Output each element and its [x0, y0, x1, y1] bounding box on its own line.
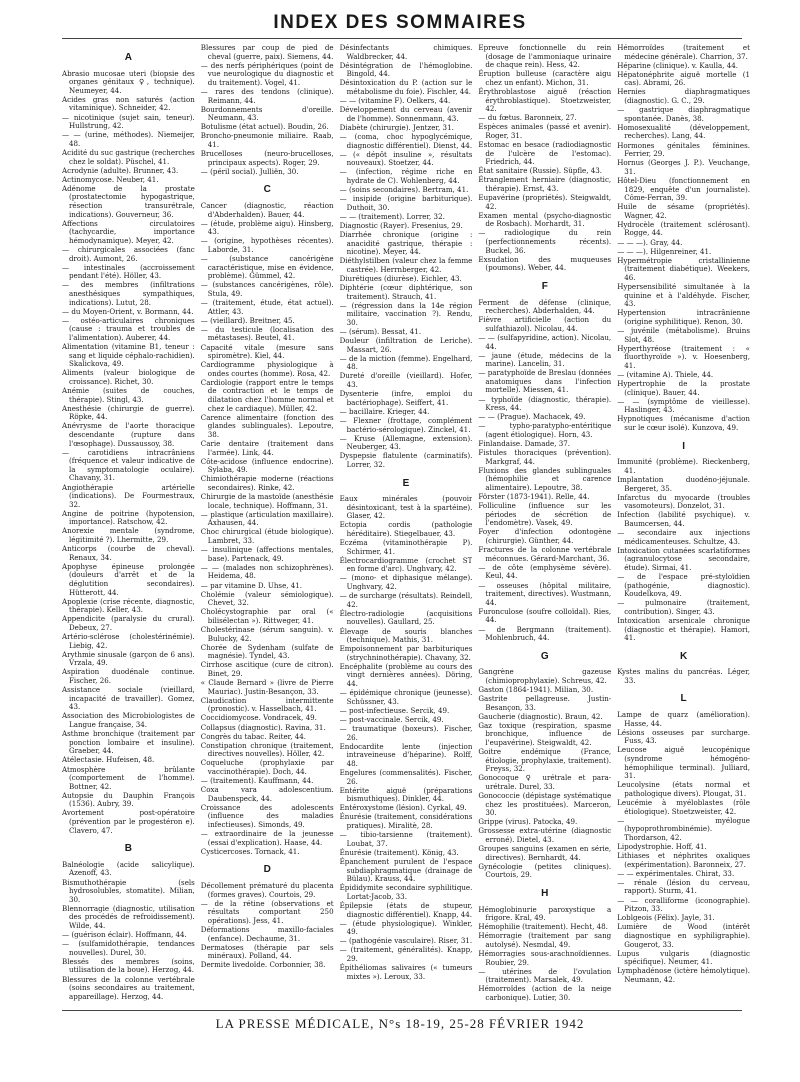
index-entry: — du testicule (localisation des métastases). Beutel, 41. — [200, 324, 334, 343]
index-entry: Épithéliomas salivaires (« tumeurs mixtes »). Leroux, 33. — [339, 963, 473, 981]
index-entry: — secondaire aux injections médicamenteuses. Schultze, 43. — [617, 527, 750, 546]
index-entry: Actinomycose. Neuber, 41. — [62, 174, 159, 184]
index-entry: — de Bergmann (traitement). Mohlenbruch, 44. — [478, 624, 612, 643]
index-entry: — — (malades non schizophrènes). Heidema, 48. — [200, 562, 334, 581]
index-entry: — (substances cancérigènes, rôle). Stula, 49. — [200, 280, 334, 298]
index-entry: Diéthylstilben (valeur chez la femme castrée). Herrnberger, 42. — [339, 256, 473, 274]
index-entry: — épidémique chronique (jeunesse). Schüssner, 43. — [339, 688, 473, 706]
index-entry: Hydrocèle (traitement sclérosant). Rogge, 44. — [617, 219, 750, 238]
index-entry: Coqueluche (prophylaxie par vaccinothérapie). Doch, 44. — [200, 758, 334, 776]
index-entry: — (traitement, étude, état actuel). Attler, 43. — [200, 298, 334, 316]
index-entry: Assistance sociale (vieillard, incapacité de travailler). Gomez, 43. — [62, 685, 195, 712]
index-entry: — (sérum). Bessat, 41. — [339, 327, 422, 336]
index-entry: Gonococcie (dépistage systématique chez les prostituées). Marceron, 30. — [478, 791, 612, 818]
index-entry: Leucémie à myéloblastes (rôle étiologique). Stoetzweister, 42. — [617, 798, 750, 816]
index-entry: Abrasio mucosae uteri (biopsie des organes génitaux ♀, technique). Neumeyer, 44. — [62, 68, 195, 95]
index-entry: Carie dentaire (traitement dans l'armée). Link, 44. — [200, 439, 334, 457]
top-rule — [62, 38, 742, 39]
index-entry: Chimiothérapie moderne (réactions secondaires). Rinke, 42. — [200, 474, 334, 492]
index-entry: — — (sulfapyridine, action). Nicolau, 44. — [478, 332, 612, 351]
index-entry: Apophyse épineuse prolongée (douleurs d'arrêt et de la déglutition secondaires). Hütterott, 44. — [62, 561, 195, 597]
index-entry: Cardiogramme physiologique à ondes courtes (homme). Rosa, 42. — [200, 360, 334, 378]
index-entry: — du Moyen-Orient, v. Bormann, 44. — [62, 306, 194, 316]
index-entry: Asthme bronchique (traitement par ponction lombaire et insuline). Graeber, 44. — [62, 729, 195, 756]
index-entry: Collapsus (diagnostic). Ravina, 31. — [200, 722, 326, 732]
index-entry: Artério-sclérose (cholestérinémie). Liebig, 42. — [62, 632, 195, 650]
index-entry: Association des Microbiologistes de Langue française, 34. — [62, 711, 195, 730]
column-3 — [340, 44, 473, 1004]
index-entry: Carence alimentaire (fonction des glandes sublinguales). Lepoutre, 38. — [200, 412, 334, 439]
index-entry: — myélogue (hypoprothrombinémie). Thordarson, 42. — [617, 815, 750, 842]
index-entry: Immunité (problème). Rieckenberg, 41. — [617, 457, 750, 475]
index-entry: Finlandaise. Damade, 37. — [478, 439, 571, 449]
index-entry: Broncho-pneumonie miliaire. Raab, 41. — [200, 131, 334, 150]
index-entry: Angine de poitrine (hypotension, importance). Ratschow, 42. — [62, 508, 195, 527]
index-entry: — (régression dans la 14e région militaire, vaccination ?). Rendu, 30. — [339, 300, 473, 327]
index-entry: Fractures de la colonne vertébrale méconnues. Gérard-Marchant, 36. — [478, 545, 612, 563]
index-entry: Eupavérine (propriétés). Steigwaldt, 42. — [478, 193, 612, 211]
section-letter: L — [680, 693, 687, 705]
index-entry: — de surcharge (résultats). Reindell, 42. — [339, 591, 473, 609]
index-entry: — (traitement). Kauffmann, 44. — [200, 776, 314, 786]
index-entry: Furonculose (soufre colloïdal). Ries, 44. — [478, 606, 612, 625]
index-entry: Chorée de Sydenham (sulfate de magnésie). Tyndel, 43. — [200, 642, 334, 661]
index-entry: Kystes malins du pancréas. Léger, 33. — [617, 667, 750, 685]
index-entry: Blessures par coup de pied de cheval (guerre, paix). Siemens, 44. — [200, 44, 334, 61]
index-entry: Diurétiques (diurèse). Eichler, 43. — [339, 273, 462, 283]
index-entry: Diarrhée chronique (origine : anacidité gastrique, thérapie : nicotine). Meyer, 44. — [339, 229, 473, 257]
index-entry: Cholécystographie par oral (« bilisélectan »). Rittweger, 41. — [200, 607, 334, 625]
index-entry: — (traitement, généralités). Knapp, 29. — [339, 945, 473, 963]
index-entry: — Kruse (Allemagne, extension). Neuberger, 43. — [339, 433, 473, 452]
index-entry: — (origine, hypothèses récentes). Laborde, 31. — [200, 236, 334, 254]
index-entry: Affections circulatoires (tachycardie, importance hémodynamique). Meyer, 42. — [62, 218, 195, 245]
index-entry: Éruption bulleuse (caractère aigu chez un enfant). Michon, 31. — [478, 69, 612, 87]
index-entry: Lithiases et néphrites oxaliques (expérimentation). Baronneix, 27. — [617, 851, 750, 869]
index-entry: Bismuthothérapie (sels hydrosolubles, stomatite). Milian, 30. — [62, 877, 195, 904]
index-entry: — juvénile (métabolisme). Bruins Slot, 48. — [617, 326, 750, 344]
page-title: INDEX DES SOMMAIRES — [273, 12, 527, 33]
index-entry: Coxa vara adolescentium. Daubenspeck, 44. — [200, 785, 334, 803]
index-entry: — ostéo-articulaires chroniques (cause : trauma et troubles de l'alimentation). Auberer, 44. — [62, 315, 195, 342]
index-entry: Acides gras non saturés (action vitaminique). Schneider, 42. — [62, 94, 195, 113]
index-entry: — (« dépôt insuline », résultats nouveaux). Stoetzer, 44. — [339, 149, 473, 168]
index-entry: Engelures (commensalités). Fischer, 26. — [339, 768, 473, 786]
index-entry: Capacité vitale (mesure sans spiromètre). Kiel, 44. — [200, 342, 334, 361]
index-entry: Anévrysme de l'aorte thoracique descendante (rupture dans l'œsophage). Dussaussoy, 38. — [62, 421, 195, 448]
index-entry: Épilepsie (états de stupeur, diagnostic différentiel). Knapp, 44. — [339, 900, 473, 919]
index-entry: Espèces animales (passé et avenir). Roger, 31. — [478, 122, 612, 140]
index-entry: Épididymite secondaire syphilitique. Lortat-Jacob, 33. — [339, 883, 473, 901]
index-entry: Chirurgie de la mastoïde (anesthésie locale, technique). Hoffmann, 31. — [200, 492, 334, 510]
index-entry: Hémoglobinurie paroxystique a frigore. Kral, 49. — [478, 904, 612, 923]
index-entry: Gaston (1864-1941). Milian, 30. — [478, 684, 594, 694]
index-entry: Ectopia cordis (pathologie héréditaire). Stiegelbauer, 43. — [339, 520, 473, 538]
index-entry: — (substance cancérigène caractéristique, mise en évidence, problème). Gümmel, 42. — [200, 254, 334, 281]
index-entry: Leucose aiguë leucopénique (syndrome hémogénо-hémophilique terminal). Julliard, 31. — [617, 745, 750, 781]
index-entry: — (soins secondaires). Bertram, 41. — [339, 185, 469, 194]
section-letter: B — [124, 843, 133, 855]
section-letter: C — [263, 184, 271, 196]
index-entry: Autopsie du Dauphin François (1536). Aubry, 39. — [62, 790, 195, 809]
index-entry: — (mono- et diphasique mélange). Unghvary, 42. — [339, 573, 473, 592]
index-entry: « Claude Bernard » (livre de Pierre Mauriac). Justin-Besançon, 33. — [200, 678, 334, 696]
index-entry: Aspiration duodénale continue. Fischer, 26. — [62, 667, 195, 686]
index-entry: Héparine (clinique). v. Kaulla, 44. — [617, 60, 739, 70]
index-entry: Épanchement purulent de l'espace subdiaphragmatique (drainage de Bülau). Krauss, 44. — [339, 856, 473, 884]
index-entry: Acrodynie (adulte). Brunner, 43. — [62, 165, 179, 175]
index-entry: — (étude physiologique). Winkler, 49. — [339, 918, 473, 937]
index-entry: — nicotinique (sujet sain, teneur). Hullstrung, 42. — [62, 112, 195, 131]
index-entry: Étranglement herniaire (diagnostic, thérapie). Ernst, 43. — [478, 175, 612, 193]
index-entry: — — (vitamine F). Oelkers, 44. — [339, 96, 451, 106]
index-entry: Blennorragie (diagnostic, utilisation des procédés de refroidissement). Wilde, 44. — [62, 903, 195, 930]
index-entry: Aliments (valeur biologique de croissance). Richet, 30. — [62, 368, 195, 386]
index-entry: Gonocoque ♀ urétrale et para-urétrale. Durel, 33. — [478, 773, 612, 791]
index-entry: — extraordinaire de la jeunesse (essai d'explication). Haase, 44. — [200, 829, 334, 847]
column-5 — [617, 44, 750, 1004]
section-letter: A — [124, 52, 133, 63]
index-entry: Blessures de la colonne vertébrale (soins secondaires au traitement, appareillage). Herzog, 44. — [62, 974, 195, 1001]
index-entry: Hépatonéphrite aiguë mortelle (1 cas). Abrami, 26. — [617, 69, 750, 88]
index-entry: — (coma, choc hypoglycémique, diagnostic différentiel). Dienst, 44. — [339, 131, 473, 150]
index-entry: — radiologique du rein (perfectionnements récents). Buckel, 36. — [478, 228, 612, 255]
index-entry: Balnéologie (acide salicylique). Azenoff, 43. — [62, 859, 195, 878]
section-letter: I — [682, 440, 685, 452]
index-entry: Hornus (Georges J. P.). Veuchange, 31. — [617, 158, 750, 176]
index-entry: Exsudation des muqueuses (poumons). Weber, 44. — [478, 254, 612, 273]
index-entry: Folliculine (influence sur les périodes de sécrétion de l'endomètre). Vasek, 49. — [478, 501, 612, 528]
index-entry: Avortement post-opératoire (prévention par le progestéron e). Clavero, 47. — [62, 808, 195, 835]
index-entry: — de côte (emphysème sévère). Keul, 44. — [478, 562, 612, 581]
index-entry: Grossesse extra-utérine (diagnostic erroné). Dietel, 43. — [478, 826, 612, 845]
index-entry: Appendicite (paralysie du crural). Debeux, 27. — [62, 614, 195, 632]
index-entry: — (étude, problème aigu). Hinsberg, 43. — [200, 218, 334, 237]
index-entry: Hémorroïdes (traitement et médecine générale). Charrion, 37. — [617, 44, 750, 61]
index-entry: Adénome de la prostate (prostatectomie hypogastrique, résection transurétrale, indications). Gouverneur, 36. — [62, 183, 195, 219]
index-entry: — jaune (étude, médecins de la marine). Lancelin, 31. — [478, 350, 612, 369]
index-entry: — des nerfs périphériques (point de vue neurologique du diagnostic et du traitement). Vogel, 41. — [200, 60, 334, 87]
index-entry: Dermatoses (thérapie par sels minéraux). Polland, 44. — [200, 942, 334, 961]
index-entry: Hypersensibilité simultanée à la quinine et à l'aldéhyde. Fischer, 43. — [617, 282, 750, 309]
index-entry: — typho-paratypho-entéritique (agent étiologique). Horn, 43. — [478, 421, 612, 439]
index-entry: — pulmonaire (traitement, contribution). Singer, 43. — [617, 598, 750, 616]
index-entry: Désintoxication du P. (action sur le métabolisme du foie). Fischler, 44. — [339, 78, 473, 96]
index-entry: Lupus vulgaris (diagnostic spécifique). Neumer, 41. — [617, 948, 750, 967]
index-entry: Hémorragies sous-arachnoïdiennes. Roubier, 29. — [478, 949, 612, 967]
index-entry: Gastrite pellagreuse. Justin-Besançon, 33. — [478, 694, 612, 712]
index-entry: Foyer d'infection odontogène (chirurgie). Günther, 44. — [478, 527, 612, 546]
index-columns — [62, 44, 750, 1004]
index-entry: Hormones génitales féminines. Ferrier, 29. — [617, 140, 750, 159]
index-entry: — (sulfamidothérapie, tendances nouvelles). Durel, 30. — [62, 939, 195, 957]
index-entry: — des membres (infiltrations anesthésiques sympathiques, indications). Lutut, 28. — [62, 280, 195, 307]
index-entry: — — (symptôme de vieillesse). Haslinger, 43. — [617, 396, 750, 415]
index-entry: — rares des tendons (clinique). Reimann, 44. — [200, 86, 334, 105]
index-entry: Énurésie (traitement, considérations pratiques). Miralitè, 28. — [339, 812, 473, 831]
index-entry: — de la rétine (observations et résultats comportant 250 opérations). Jess, 41. — [200, 898, 334, 925]
index-entry: Hôtel-Dieu (fonctionnement en 1829, enquête d'un journaliste). Côme-Ferran, 39. — [617, 175, 750, 203]
index-entry: Diabète (chirurgie). Jentzer, 31. — [339, 122, 454, 132]
index-entry: — par vitamine D. Uhse, 41. — [200, 580, 303, 590]
index-entry: — — expérimentales. Chirat, 33. — [617, 868, 735, 878]
index-entry: Hypnotiques (mécanisme d'action sur le cœur isolé). Kunzova, 49. — [617, 414, 750, 433]
index-entry: Apoplexie (crise récente, diagnostic, thérapie). Keller, 43. — [62, 596, 195, 615]
bottom-rule — [62, 1010, 742, 1011]
index-entry: — traumatique (boxeurs). Fischer, 26. — [339, 724, 473, 742]
index-entry: — typhoïde (diagnostic, thérapie). Kress, 44. — [478, 394, 612, 413]
index-entry: Hyperthyréose (traitement : « fluorthyroïde »). v. Hoesenberg, 41. — [617, 343, 750, 370]
index-entry: — tibio-tarsienne (traitement). Loubat, 37. — [339, 830, 473, 848]
index-entry: Homosexualité (développement, recherches). Lang, 44. — [617, 122, 750, 141]
index-entry: — (infection, régime riche en hydrate de C). Wohlenberg, 44. — [339, 167, 473, 185]
index-entry: — (vitamine A). Thiele, 44. — [617, 369, 714, 379]
index-entry: Entérite aiguë (préparations bismuthiques). Dinkler, 44. — [339, 785, 473, 804]
index-entry: — chirurgicales associées (fanc droit). Aumont, 26. — [62, 244, 195, 263]
index-entry: — osseuses (hôpital militaire, traitement, directives). Wustmann, 44. — [478, 580, 612, 607]
index-entry: Claudication intermittente (pronostic). v. Hasselbach, 41. — [200, 695, 334, 714]
index-entry: Cancer (diagnostic, réaction d'Abderhalden). Bauer, 44. — [200, 201, 334, 219]
index-entry: — (vieillard). Breitner, 45. — [200, 315, 295, 325]
index-entry: Brucelloses (neuro-brucelloses, principaux aspects). Roger, 29. — [200, 149, 334, 167]
index-entry: Ferment de défense (clinique, recherches). Abderhalden, 44. — [478, 297, 612, 316]
index-entry: Groupes sanguins (examen en série, directives). Bernhardt, 44. — [478, 844, 612, 862]
index-entry: Empoisonnement par barbituriques (strychninothérapie). Chavany, 32. — [339, 644, 473, 662]
index-entry: Diphtérie (cœur diphtérique, son traitement). Strauch, 41. — [339, 283, 473, 301]
index-entry: — Flexner (frottage, complément bactério-sérologique). Zinckel, 41. — [339, 415, 473, 434]
index-entry: Fistules thoraciques (prévention). Markgraf, 44. — [478, 448, 612, 466]
index-entry: Implantation duodéno-jéjunale. Bergeret, 35. — [617, 474, 750, 493]
index-entry: — carotidiens intracrâniens (fréquence et valeur indicative de la symptomatologie oculaire). Chavany, 31. — [62, 447, 195, 483]
index-entry: Atmosphère brûlante (comportement de l'homme). Bottner, 42. — [62, 764, 195, 791]
index-entry: Acidité du suc gastrique (recherches chez le soldat). Püschel, 41. — [62, 147, 195, 166]
index-entry: Hernies diaphragmatiques (diagnostic). G. C., 29. — [617, 87, 750, 106]
index-entry: Gaz toxique (respiration, spasme bronchique, influence de l'eupavérine). Steigwaldt, 42. — [478, 720, 612, 748]
index-entry: — de l'espace pré-styloïdien (pathogénie, diagnostic). Koudelkova, 49. — [617, 571, 750, 599]
index-entry: Hémorragie (traitement par sang autolysé). Nesmdal, 49. — [478, 931, 612, 949]
index-entry: Électro-radiologie (acquisitions nouvelles). Gaullard, 25. — [339, 608, 473, 627]
index-entry: — paratyphoïde de Breslau (données anatomiques dans l'infection mortelle). Miessen, 41. — [478, 368, 612, 395]
index-entry: Croissance des adolescents (influence des maladies infectieuses). Simonds, 49. — [200, 802, 334, 830]
index-entry: — — (traitement). Lorrer, 32. — [339, 211, 445, 221]
index-entry: — gastrique diaphragmatique spontanée. Danès, 38. — [617, 105, 750, 123]
index-entry: Choc chirurgical (étude biologique). Lambret, 33. — [200, 527, 334, 546]
index-entry: Bourdonnements d'oreille. Neumann, 43. — [200, 104, 334, 123]
index-entry: Cardiologie (rapport entre le temps de contraction et le temps de dilatation chez l'homme normal et chez le cardiaque). Müller, 42. — [200, 377, 334, 413]
index-entry: Dysenterie (infre, emploi du bactériophage). Seiffert, 41. — [339, 389, 473, 407]
index-entry: — insipide (origine barbiturique). Duthoit, 30. — [339, 194, 473, 212]
index-entry: Huile de sésame (propriétés). Wagner, 42. — [617, 202, 750, 220]
index-entry: Examen mental (psycho-diagnostic de Rosbach). Morhardt, 31. — [478, 210, 612, 229]
index-entry: Dureté d'oreille (vieillard). Hofer, 43. — [339, 371, 473, 390]
index-entry: Cysticercoses. Tornack, 41. — [200, 846, 300, 856]
index-entry: Lampe de quarz (amélioration). Hasse, 44. — [617, 710, 750, 728]
index-entry: Leucolysine (états normal et pathologique divers). Plougat, 31. — [617, 780, 750, 798]
index-entry: Énurésie (traitement). König, 43. — [339, 847, 459, 857]
index-entry: Décollement prématuré du placenta (formes graves). Courtois, 29. — [200, 881, 334, 899]
index-entry: Hémorroïdes (action de la neige carbonique). Lutier, 30. — [478, 984, 612, 1003]
index-entry: Congrès du tabac. Reiter, 44. — [200, 731, 307, 741]
section-letter: G — [540, 650, 549, 662]
index-entry: Cholestérinase (sérum sanguin). v. Bulucky, 42. — [200, 625, 334, 643]
index-entry: Botulisme (état actuel). Boudin, 26. — [200, 122, 329, 132]
index-entry: Blessés des membres (soins, utilisation de la boue). Herzog, 44. — [62, 956, 195, 975]
index-entry: Fluxions des glandes sublinguales (hémophilie et carence alimentaire). Lepoutre, 38. — [478, 465, 612, 492]
index-entry: — — —). Gray, 44. — [617, 237, 683, 247]
section-letter: K — [679, 650, 688, 662]
section-letter: F — [541, 280, 548, 292]
index-entry: Déformations maxillo-faciales (enfance). Dechaume, 31. — [200, 925, 334, 943]
index-entry: — rénale (lésion du cerveau, rapport). Sturm, 41. — [617, 877, 750, 896]
index-entry: Eaux minérales (pouvoir désintoxicant, test à la spartéine). Glaser, 42. — [339, 494, 473, 521]
index-entry: — post-infectieuse. Sercik, 49. — [339, 705, 450, 715]
index-entry: Cholémie (valeur sémiologique). Chevet, 32. — [200, 589, 334, 608]
column-2 — [201, 44, 334, 1004]
index-entry: Élevage de souris blanches (technique). Mathis, 31. — [339, 626, 473, 645]
index-entry: — utérines de l'ovulation (traitement). Marsalek, 49. — [478, 966, 612, 985]
index-entry: Dyspepsie flatulente (carminatifs). Lorrer, 32. — [339, 451, 473, 469]
index-entry: Diagnostic (Rayer). Fresenius, 29. — [339, 220, 463, 230]
column-4 — [478, 44, 611, 1004]
index-entry: Érythroblastose aiguë (réaction érythroblastique). Stoetzweister, 42. — [478, 86, 612, 114]
index-entry: — plastique (articulation maxillaire). Axhausen, 44. — [200, 509, 334, 528]
index-entry: Intoxication arsenicale chronique (diagnostic et thérapie). Hamori, 41. — [617, 615, 750, 643]
section-letter: E — [402, 477, 410, 489]
index-entry: — — —). Hilgenreiner, 41. — [617, 246, 712, 256]
index-entry: — intestinales (accroissement pendant l'été). Höller, 43. — [62, 262, 195, 281]
index-entry: Dermite livedoïde. Corbonnier, 38. — [200, 960, 326, 970]
index-entry: Désinfectants chimiques. Waldbrecker, 44. — [339, 44, 473, 61]
index-entry: Hypertension intracrânienne (origine syphilitique). Renon, 30. — [617, 308, 750, 326]
index-entry: Hémophilie (traitement). Hecht, 48. — [478, 922, 608, 932]
index-entry: Épreuve fonctionnelle du rein (dosage de l'ammoniaque urinaire de chaque rein). Hess, 42. — [478, 44, 612, 70]
index-entry: Lésions osseuses par surcharge. Fuss, 43. — [617, 727, 750, 746]
index-entry: Fièvre artificielle (action du sulfathiazol). Nicolau, 44. — [478, 315, 612, 333]
index-entry: Goitre endémique (France, étiologie, prophylaxie, traitement). Freyss, 32. — [478, 747, 612, 774]
index-entry: Infarctus du myocarde (troubles vasomoteurs). Donzelot, 31. — [617, 492, 750, 511]
index-entry: Anorexie mentale (syndrome, légitimité ?). Lhermitte, 29. — [62, 526, 195, 545]
index-entry: Endocardite lente (injection intraveineuse d'héparine). Rolff, 48. — [339, 741, 473, 768]
index-entry: — — (Prague). Machacek, 49. — [478, 412, 586, 422]
index-entry: Lipodystrophie. Hoff, 41. — [617, 841, 707, 851]
index-entry: — (péril social). Julliën, 30. — [200, 166, 299, 176]
index-entry: Estomac en besace (radiodiagnostic de l'ulcère de l'estomac). Friedrich, 44. — [478, 140, 612, 167]
index-entry: — — (urine, méthodes). Niemeijer, 48. — [62, 130, 195, 148]
index-entry: Förster (1873-1941). Relle, 44. — [478, 492, 590, 502]
index-entry: Désintégration de l'hémoglobine. Bingold, 44. — [339, 60, 473, 79]
index-entry: Gaucherie (diagnostic). Braun, 42. — [478, 711, 603, 721]
index-entry: Hypermétropie cristallinienne (traitement diabétique). Weekers, 46. — [617, 255, 750, 282]
index-entry: Encéphalite (problème au cours des vingt dernières années). Döring, 44. — [339, 661, 473, 689]
index-entry: Loblgeois (Félix). Jayle, 31. — [617, 913, 715, 923]
section-letter: H — [541, 888, 549, 900]
index-entry: — de la miction (femme). Engelhard, 48. — [339, 353, 473, 372]
index-entry: Atélectasie. Hufeisen, 48. — [62, 755, 155, 765]
index-entry: Douleur (infiltration de Leriche). Massart, 26. — [339, 336, 473, 354]
index-entry: Grippe (virus). Patocka, 49. — [478, 817, 578, 827]
index-entry: Intoxication cutanées scarlatiformes (agranulocytose secondaire, étude). Sirmai, 41. — [617, 545, 750, 572]
index-entry: Gangrène gazeuse (chimioprophylaxie). Schreus, 42. — [478, 667, 612, 685]
index-entry: Anticorps (courbe de cheval). Renaux, 34. — [62, 544, 195, 562]
index-entry: Anesthésie (chirurgie de guerre). Röpke, 44. — [62, 403, 195, 422]
index-entry: — du fœtus. Baronneix, 27. — [478, 113, 577, 123]
index-entry: Côte-acidose (influence endocrine). Sylaba, 49. — [200, 456, 334, 475]
column-1 — [62, 44, 195, 1004]
index-entry: — bacillaire. Krieger, 44. — [339, 406, 430, 416]
index-entry: Infection (labilité psychique). v. Baumcersen, 44. — [617, 510, 750, 528]
index-entry: Lumière de Wood (intérêt diagnostique en syphiligraphie). Gougerot, 33. — [617, 922, 750, 949]
index-entry: Gynécologie (petites cliniques). Courtois, 29. — [478, 861, 612, 880]
index-entry: Entéroxystome (lésion). Cyrkal, 49. — [339, 803, 467, 813]
index-entry: Électrocardiogramme (crochet ST en forme d'arc). Unghvary, 42. — [339, 555, 473, 574]
index-entry: Angiothérapie artérielle (indications). De Fourmestraux, 32. — [62, 482, 195, 509]
index-entry: — insulinique (affections mentales, base). Partenack, 49. — [200, 545, 334, 563]
section-letter: D — [263, 864, 271, 876]
index-entry: — (guérison éclair). Hoffmann, 44. — [62, 930, 187, 940]
index-entry: Constipation chronique (traitement, directives nouvelles). Höller, 42. — [200, 740, 334, 759]
index-entry: — — coralliforme (iconographie). Pitzon, 33. — [617, 895, 750, 914]
index-entry: Coccidiomycose. Vondracek, 49. — [200, 713, 317, 723]
index-entry: Lymphadénose (ictère hémolytique). Neumann, 42. — [617, 966, 750, 984]
index-entry: — post-vaccinale. Sercik, 49. — [339, 714, 444, 724]
index-entry: Arythmie sinusale (garçon de 6 ans). Vrzala, 49. — [62, 649, 195, 668]
index-entry: État sanitaire (Russie). Süpfle, 43. — [478, 166, 603, 176]
index-entry: Anémie (suites de couches, thérapie). Stingl, 43. — [62, 385, 195, 404]
index-entry: — (pathogénie vasculaire). Riser, 31. — [339, 936, 473, 946]
index-entry: Hypertrophie de la prostate (clinique). Bauer, 44. — [617, 379, 750, 397]
index-entry: Cirrhose ascitique (cure de citron). Binet, 29. — [200, 660, 334, 678]
index-entry: Développement du cerveau (avenir de l'homme). Sonnenmann, 43. — [339, 105, 473, 123]
index-entry: Eczéma (vitaminothérapie P). Schirmer, 41. — [339, 538, 473, 556]
index-entry: Alimentation (vitamine B1, teneur : sang et liquide céphalo-rachidien). Skalickova, 49. — [62, 342, 195, 369]
page-footer: LA PRESSE MÉDICALE, N°s 18-19, 25-28 FÉVRIER 1942 — [215, 1016, 585, 1031]
